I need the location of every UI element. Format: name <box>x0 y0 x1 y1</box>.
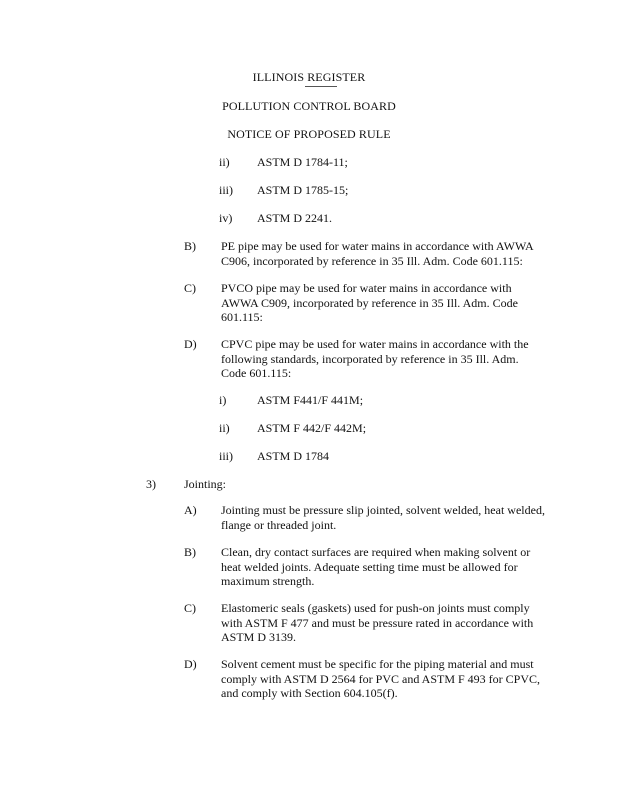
item-label: ii) <box>219 421 230 435</box>
item-text: PE pipe may be used for water mains in accordance with AWWA C906, incorporated by reference in 35 Ill. Adm. Code 601.115: <box>221 239 534 268</box>
item-text: Elastomeric seals (gaskets) used for push-on joints must comply with ASTM F 477 and must be pressure rated in accordance with ASTM D 3139. <box>221 601 534 644</box>
item-text: ASTM F441/F 441M; <box>257 393 364 407</box>
item-text: Solvent cement must be specific for the piping material and must comply with ASTM D 2564 for PVC and ASTM F 493 for CPVC, and comply with Section 604.105(f). <box>221 657 541 700</box>
item-label: D) <box>184 337 197 351</box>
item-text: ASTM D 1784 <box>257 449 330 463</box>
item-text: PVCO pipe may be used for water mains in accordance with AWWA C909, incorporated by reference in 35 Ill. Adm. Code 601.115: <box>221 281 518 324</box>
item-label: A) <box>184 503 197 517</box>
item-label: iv) <box>219 211 233 225</box>
item-label: D) <box>184 657 197 671</box>
section-heading: Jointing: <box>184 477 227 491</box>
item-label: B) <box>184 545 196 559</box>
item-label: B) <box>184 239 196 253</box>
item-text: CPVC pipe may be used for water mains in accordance with the following standards, incorporated by reference in 35 Ill. Adm. Code 601.115: <box>221 337 529 380</box>
item-text: ASTM D 2241. <box>257 211 333 225</box>
item-label: ii) <box>219 155 230 169</box>
item-label: C) <box>184 601 196 615</box>
register-title: ILLINOIS REGISTER <box>252 70 366 84</box>
item-text: Clean, dry contact surfaces are required when making solvent or heat welded joints. Adequate setting time must be allowed for maximum strength. <box>221 545 531 588</box>
section-label: 3) <box>146 477 156 491</box>
item-text: Jointing must be pressure slip jointed, solvent welded, heat welded, flange or threaded joint. <box>221 503 545 532</box>
item-label: i) <box>219 393 227 407</box>
item-label: iii) <box>219 449 233 463</box>
notice-title: NOTICE OF PROPOSED RULE <box>227 127 391 141</box>
item-text: ASTM D 1784-11; <box>257 155 348 169</box>
item-label: iii) <box>219 183 233 197</box>
item-label: C) <box>184 281 196 295</box>
item-text: ASTM F 442/F 442M; <box>257 421 367 435</box>
board-title: POLLUTION CONTROL BOARD <box>222 99 396 113</box>
item-text: ASTM D 1785-15; <box>257 183 349 197</box>
title-underline <box>305 86 337 87</box>
